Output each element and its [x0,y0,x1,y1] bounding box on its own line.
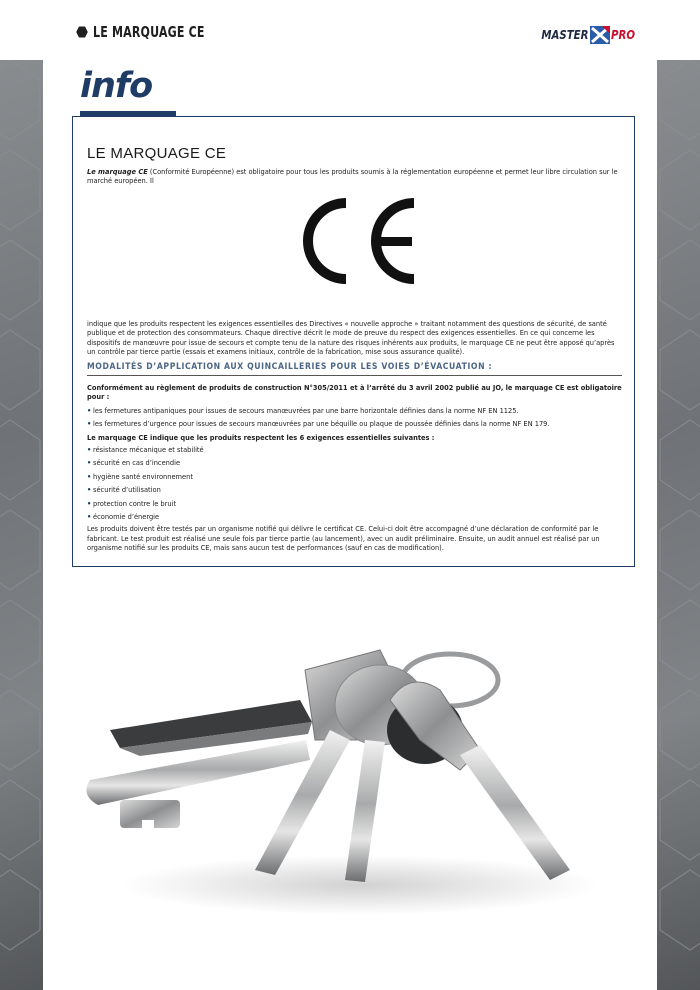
requirements-line: Le marquage CE indique que les produits respectent les 6 exigences essentielles suivantes : [87,432,435,442]
right-decorative-strip [657,60,700,990]
intro-lead: Le marquage CE [87,167,148,176]
intro-text: (Conformité Européenne) est obligatoire pour tous les produits soumis à la réglementation européenne et permet leur libre circulation sur le marché européen. Il [87,167,618,186]
list-item: • économie d’énergie [87,512,160,522]
intro-continuation: indique que les produits respectent les exigences essentielles des Directives « nouvelle approche » traitant notamment des questions de sécurité, de santé publique et de protection des consommateurs. Chaque directive décrit le mode de preuve du respect des exigences essentielles. En ce qui concerne les dispositifs de manœuvre pour issue de secours et compte tenu de la nature des risques inhérents aux produits, le marquage CE ne peut être apposé qu’après un contrôle par tierce partie (essais et examens initiaux, contrôle de la fabrication, mise sous assurance qualité). [87,319,615,357]
regulation-line: Conformément au règlement de produits de construction N°305/2011 et à l’arrêté du 3 avril 2002 publié au JO, le marquage CE est obligatoire pour : [87,383,622,402]
list-item: • protection contre le bruit [87,498,177,508]
logo-x-icon [590,26,610,44]
intro-paragraph [87,167,622,186]
section-subheading: MODALITÉS D’APPLICATION AUX QUINCAILLERIES POUR LES VOIES D’ÉVACUATION : [87,362,493,372]
hexagon-bullet-icon [76,26,88,38]
list-item: • sécurité en cas d’incendie [87,458,181,468]
logo-text-pro: PRO [610,28,635,42]
section-tag [76,23,229,41]
list-item: • les fermetures d’urgence pour issues de secours manœuvrées par une béquille ou plaque de poussée définies dans la norme NF EN 179. [87,419,550,429]
regulation-section [87,383,622,553]
hexagon-pattern [0,60,43,990]
box-title: LE MARQUAGE CE [87,145,227,162]
ce-logo-icon [288,197,420,285]
closing-paragraph: Les produits doivent être testés par un organisme notifié qui délivre le certificat CE. Celui-ci doit être accompagné d’une déclaration de conformité par le fabricant. Le test produit est réalisé une seule fois par tierce partie (au lancement), avec un audit préliminaire. Ensuite, un audit annuel est réalisé par un organisme notifié sur les produits CE, mais sans aucun test de performances (sauf en cas de modification). [87,524,600,553]
list-item: • sécurité d’utilisation [87,485,161,495]
list-item: • résistance mécanique et stabilité [87,445,204,455]
hexagon-pattern [657,60,700,990]
keys-photo [80,630,620,930]
subheading-rule [87,375,622,376]
left-decorative-strip [0,60,43,990]
section-label: LE MARQUAGE CE [93,23,205,41]
list-item: • les fermetures antipaniques pour issues de secours manœuvrées par une barre horizontale définies dans la norme NF EN 1125. [87,405,519,415]
masterpro-logo [533,26,639,44]
logo-text-master: MASTER [541,28,589,42]
ce-symbol-text: CE [288,197,290,198]
list-item: • hygiène santé environnement [87,471,193,481]
page-title: info [80,66,153,106]
